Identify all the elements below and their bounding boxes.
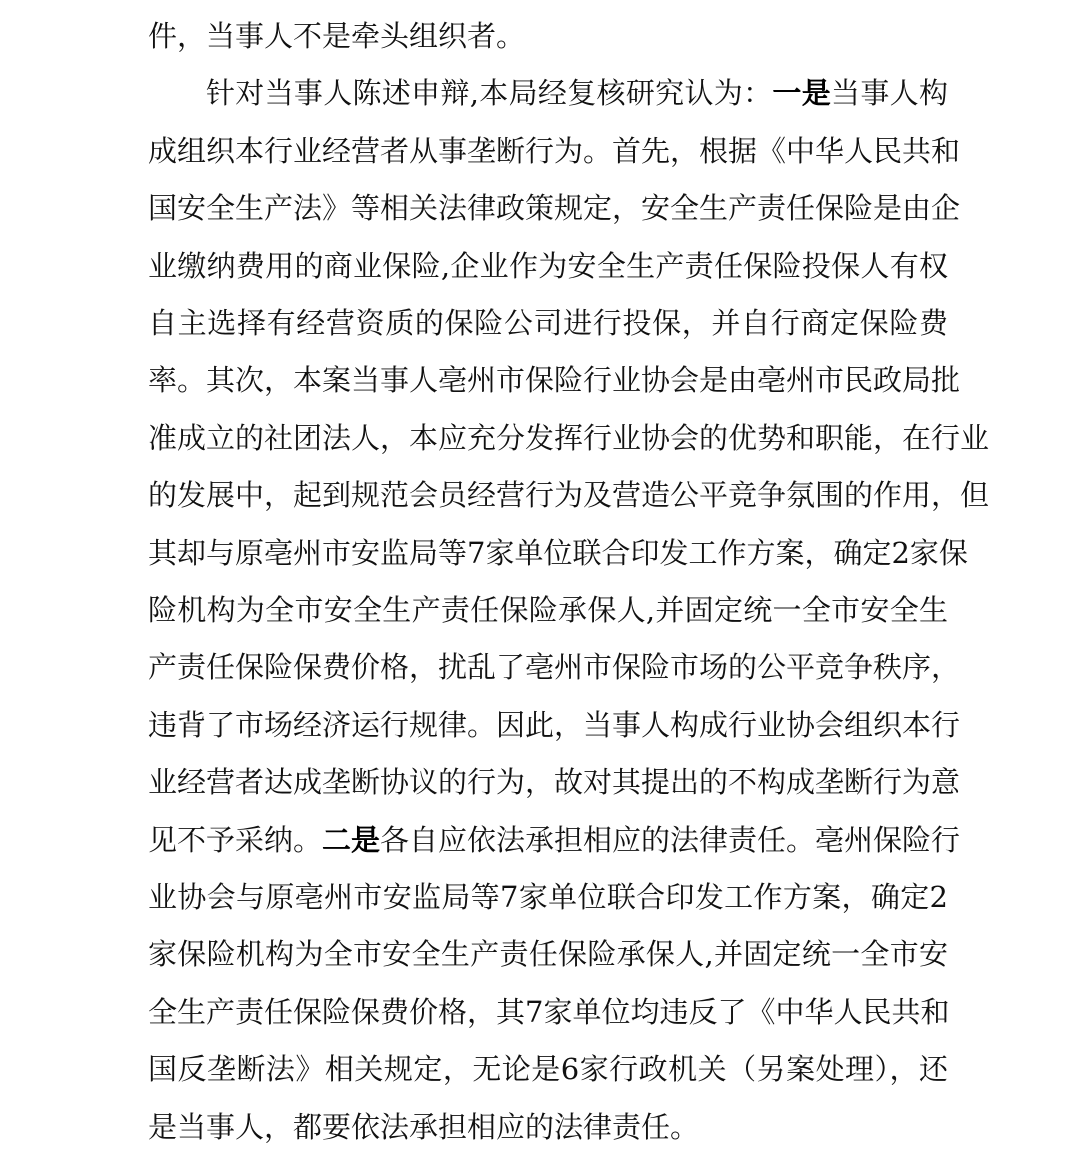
text-line <box>148 992 948 1032</box>
text-segment: 国安全生产法》等相关法律政策规定，安全生产责任保险是由企 <box>148 191 961 226</box>
text-line <box>148 131 961 171</box>
text-segment: 家保险机构为全市安全生产责任保险承保人,并固定统一全市安 <box>148 937 948 972</box>
text-segment: 险机构为全市安全生产责任保险承保人,并固定统一全市安全生 <box>148 593 948 627</box>
text-segment: 违背了市场经济运行规律。因此，当事人构成行业协会组织本行 <box>148 707 961 742</box>
text-segment: 全生产责任保险保费价格，其7家单位均违反了《中华人民共和 <box>148 994 950 1029</box>
text-segment: 准成立的社团法人，本应充分发挥行业协会的优势和职能，在行业 <box>148 420 990 455</box>
text-segment: 各自应依法承担相应的法律责任。亳州保险行 <box>380 822 961 857</box>
text-segment: 件，当事人不是牵头组织者。 <box>148 19 526 53</box>
text-line <box>148 647 961 687</box>
text-line <box>148 360 961 400</box>
text-segment: 业缴纳费用的商业保险,企业作为安全生产责任保险投保人有权 <box>148 248 948 283</box>
text-segment: 产责任保险保费价格，扰乱了亳州市保险市场的公平竞争秩序， <box>148 650 961 685</box>
text-line <box>148 246 948 286</box>
text-segment: 率。其次，本案当事人亳州市保险行业协会是由亳州市民政局批 <box>148 363 961 398</box>
text-segment: 针对当事人陈述申辩,本局经复核研究认为： <box>206 76 773 111</box>
text-line <box>148 820 961 860</box>
text-line <box>148 705 961 745</box>
text-segment: 国反垄断法》相关规定，无论是6家行政机关（另案处理），还 <box>148 1052 948 1087</box>
text-line <box>148 418 990 458</box>
text-line <box>148 877 948 917</box>
text-line <box>148 762 961 802</box>
text-line <box>206 73 948 113</box>
bold-text-segment: 一是 <box>772 76 832 111</box>
text-line <box>148 475 990 515</box>
text-segment: 自主选择有经营资质的保险公司进行投保，并自行商定保险费 <box>148 306 948 340</box>
text-segment: 的发展中，起到规范会员经营行为及营造公平竞争氛围的作用，但 <box>148 478 990 513</box>
text-line <box>148 590 948 630</box>
text-segment: 业经营者达成垄断协议的行为，故对其提出的不构成垄断行为意 <box>148 765 961 800</box>
text-line <box>148 303 948 343</box>
bold-text-segment: 二是 <box>322 822 381 857</box>
text-segment: 当事人构 <box>831 76 948 111</box>
text-line <box>148 16 948 56</box>
text-segment: 是当事人，都要依法承担相应的法律责任。 <box>148 1109 700 1144</box>
text-line <box>148 1049 948 1089</box>
text-segment: 业协会与原亳州市安监局等7家单位联合印发工作方案，确定2 <box>148 880 948 914</box>
text-segment: 见不予采纳。 <box>148 822 323 857</box>
text-line <box>148 188 961 228</box>
text-segment: 其却与原亳州市安监局等7家单位联合印发工作方案，确定2家保 <box>148 535 968 570</box>
text-segment: 成组织本行业经营者从事垄断行为。首先，根据《中华人民共和 <box>148 133 961 168</box>
text-line <box>148 1107 948 1147</box>
text-line <box>148 533 968 573</box>
text-line <box>148 934 948 974</box>
